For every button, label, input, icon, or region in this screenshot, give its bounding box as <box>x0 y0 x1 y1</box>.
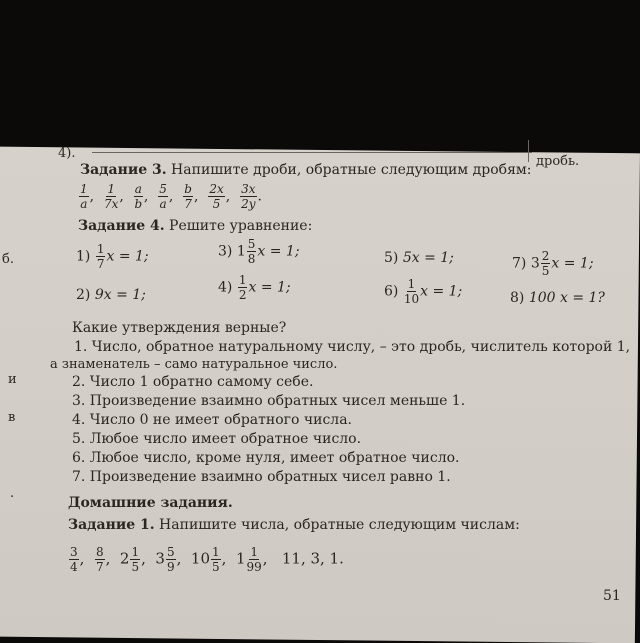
header-top-right: дробь. <box>536 154 580 169</box>
fraction: $\frac{1}{a}$ <box>80 182 88 211</box>
equation-4: 4) $\frac{1}{2}$ x = 1; <box>218 273 291 302</box>
margin-mark: . <box>10 486 15 501</box>
equation-3: 3) 1 $\frac{5}{8}$ x = 1; <box>218 237 300 266</box>
task3-fraction-list: $\frac{1}{a}$ , $\frac{1}{7x}$ , $\frac{a}{b}$ , $\frac{5}{a}$ , $\frac{b}{7}$ , $\frac{2x}{5}$ , $\frac{3x}{2y}$ . <box>80 182 262 211</box>
fraction: $\frac{1}{5}$ <box>131 545 140 574</box>
header-top-left: 4). <box>58 146 76 161</box>
statement-item: 3. Произведение взаимно обратных чисел меньше 1. <box>72 393 466 409</box>
fraction: $\frac{2}{5}$ <box>541 249 550 278</box>
margin-mark: в <box>8 410 16 425</box>
statement-item: а знаменатель – само натуральное число. <box>50 357 338 372</box>
margin-mark: б. <box>2 252 14 267</box>
task4-title <box>78 218 312 234</box>
fraction: $\frac{3}{4}$ <box>70 545 78 574</box>
fraction: $\frac{2x}{5}$ <box>209 182 224 211</box>
equation-1: 1) $\frac{1}{7}$ x = 1; <box>76 242 149 271</box>
fraction: $\frac{1}{7x}$ <box>104 182 119 211</box>
fraction: $\frac{1}{10}$ <box>403 277 420 306</box>
fraction: $\frac{1}{7}$ <box>96 242 105 271</box>
fraction: $\frac{5}{8}$ <box>247 237 256 266</box>
homework-heading: Домашние задания. <box>68 495 233 511</box>
task4-title-bold: Задание 4. <box>78 218 165 234</box>
fraction: $\frac{3x}{2y}$ <box>241 182 256 211</box>
fraction: $\frac{5}{a}$ <box>159 182 167 211</box>
equation-8: 8) 100 x = 1? <box>510 290 605 306</box>
box-border-line <box>528 140 529 162</box>
statement-item: 7. Произведение взаимно обратных чисел равно 1. <box>72 469 451 485</box>
task4-title-rest: Решите уравнение: <box>164 218 313 234</box>
task3-title <box>80 162 532 178</box>
homework-task1-title: Задание 1. Напишите числа, обратные следующим числам: <box>68 517 520 533</box>
statement-item: 6. Любое число, кроме нуля, имеет обратное число. <box>72 450 460 466</box>
equation-7: 7) 3 $\frac{2}{5}$ x = 1; <box>512 249 594 278</box>
statements-question: Какие утверждения верные? <box>72 320 287 336</box>
fraction: $\frac{b}{7}$ <box>184 182 192 211</box>
statement-item: 5. Любое число имеет обратное число. <box>72 431 362 447</box>
task3-title-bold: Задание 3. <box>80 162 167 178</box>
equation-5: 5) 5x = 1; <box>384 250 454 266</box>
fraction: $\frac{5}{9}$ <box>166 545 175 574</box>
margin-mark: и <box>8 372 17 387</box>
top-rule-line <box>92 152 532 153</box>
homework-number-list: $\frac{3}{4}$ , $\frac{8}{7}$ , 2 $\frac{1}{5}$ , 3 $\frac{5}{9}$ , 10 $\frac{1}{5}$ , 1 $\frac{1}{99}$ , 11, 3, 1. <box>70 545 344 574</box>
task3-title-rest: Напишите дроби, обратные следующим дробям: <box>166 162 532 178</box>
fraction: $\frac{a}{b}$ <box>134 182 143 211</box>
statement-item: 4. Число 0 не имеет обратного числа. <box>72 412 352 428</box>
fraction: $\frac{1}{99}$ <box>246 545 262 574</box>
statement-item: 1. Число, обратное натуральному числу, – это дробь, числитель которой 1, <box>74 339 631 355</box>
fraction: $\frac{1}{5}$ <box>212 545 220 574</box>
statement-item: 2. Число 1 обратно самому себе. <box>72 374 314 390</box>
fraction: $\frac{1}{2}$ <box>238 273 247 302</box>
fraction: $\frac{8}{7}$ <box>95 545 104 574</box>
page-number: 51 <box>603 588 621 604</box>
equation-6: 6) $\frac{1}{10}$ x = 1; <box>384 277 463 306</box>
equation-2: 2) 9x = 1; <box>76 287 146 303</box>
